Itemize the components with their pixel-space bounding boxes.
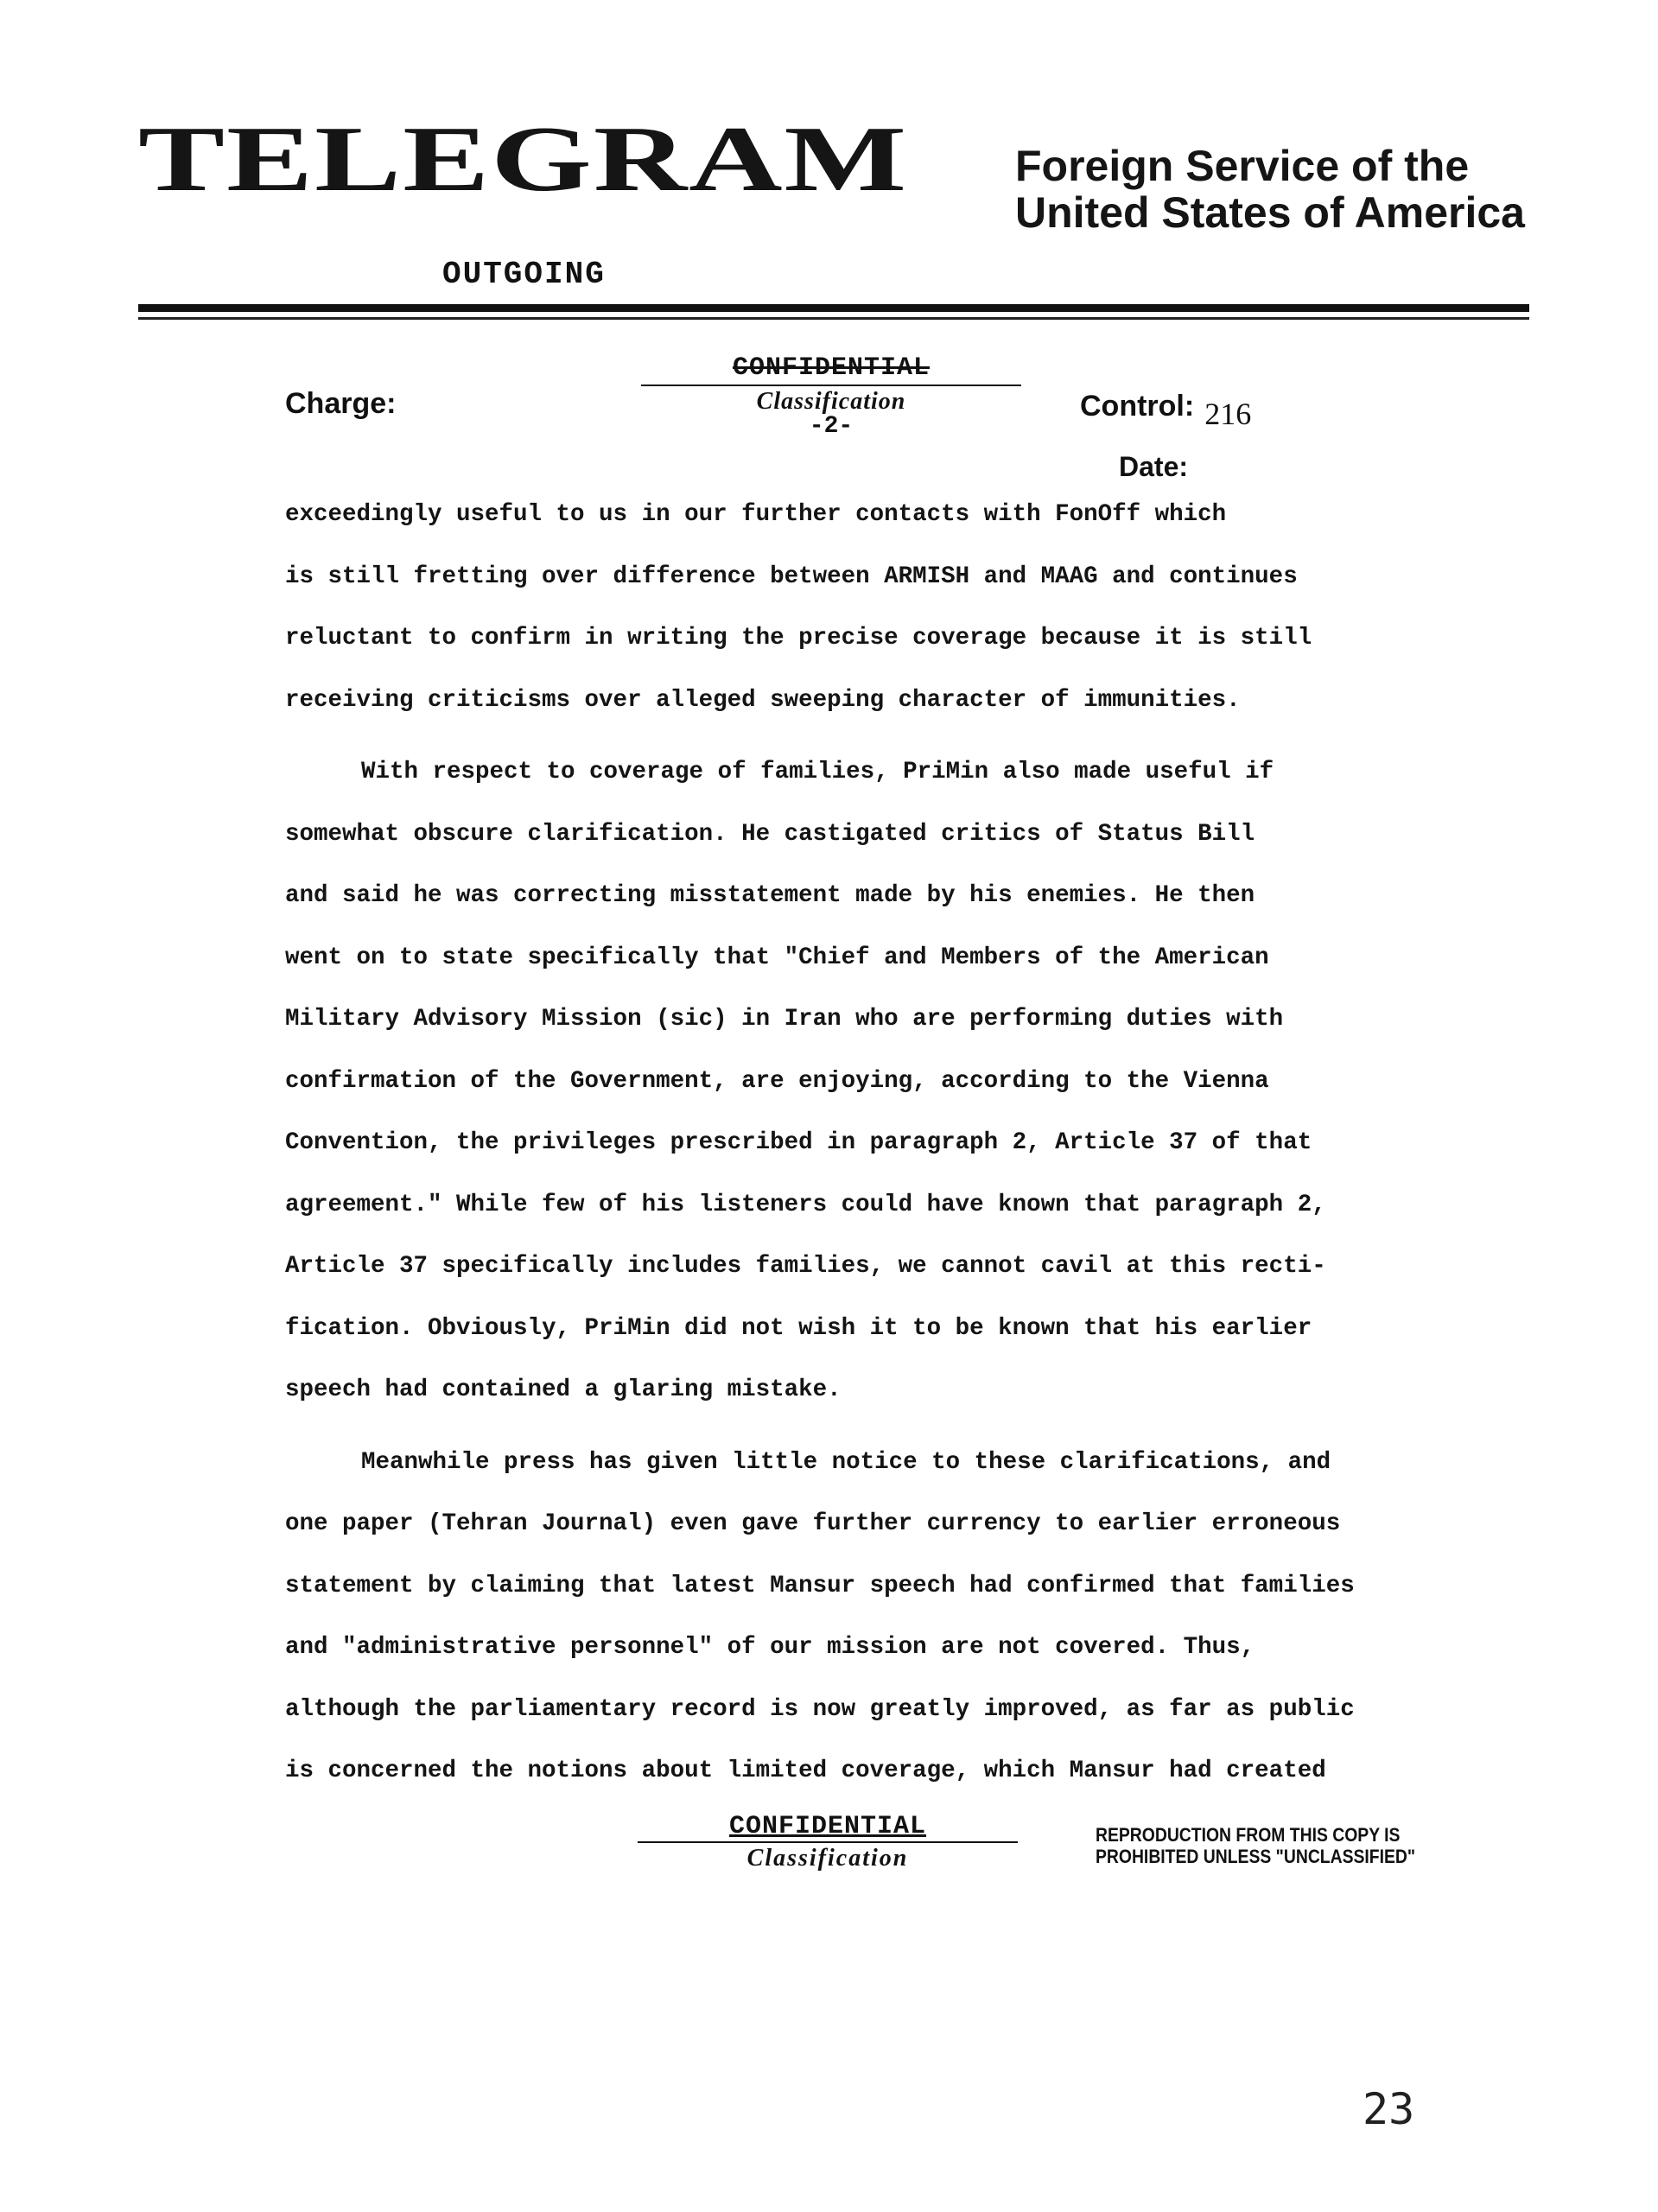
body-line: and said he was correcting misstatement made by his enemies. He then [285, 882, 1255, 909]
telegram-masthead: TELEGRAM [138, 107, 909, 211]
header-rule-thin [138, 317, 1529, 320]
charge-label: Charge: [285, 387, 397, 420]
body-line: somewhat obscure clarification. He castigated critics of Status Bill [285, 820, 1255, 848]
body-line: is still fretting over difference between ARMISH and MAAG and continues [285, 563, 1298, 590]
classification-line [641, 385, 1021, 386]
body-line: went on to state specifically that "Chief and Members of the American [285, 944, 1269, 971]
control-value: 216 [1204, 397, 1252, 431]
body-line: confirmation of the Government, are enjoying, according to the Vienna [285, 1067, 1269, 1095]
footer-classification-stamp: CONFIDENTIAL [728, 1812, 927, 1841]
paragraph-gap [285, 1421, 1460, 1432]
body-line: agreement." While few of his listeners could have known that paragraph 2, [285, 1191, 1326, 1218]
body-line: one paper (Tehran Journal) even gave further currency to earlier erroneous [285, 1510, 1341, 1537]
body-line: With respect to coverage of families, PriMin also made useful if [361, 759, 1274, 785]
body-line: statement by claiming that latest Mansur speech had confirmed that families [285, 1572, 1355, 1599]
footer-classification-line [638, 1841, 1018, 1843]
classification-header [641, 354, 1021, 441]
paragraph-gap [285, 731, 1460, 741]
footer-classification-caption: Classification [746, 1845, 909, 1872]
body-line: fication. Obviously, PriMin did not wish it to be known that his earlier [285, 1314, 1312, 1342]
date-label: Date: [1119, 451, 1189, 482]
body-line: Article 37 specifically includes families, we cannot cavil at this recti- [285, 1253, 1326, 1280]
service-line-1: Foreign Service of the [1015, 142, 1470, 190]
body-line: is concerned the notions about limited coverage, which Mansur had created [285, 1758, 1326, 1784]
body-line: reluctant to confirm in writing the precise coverage because it is still [285, 625, 1312, 652]
repro-line-1: REPRODUCTION FROM THIS COPY IS [1096, 1824, 1401, 1846]
body-line: and "administrative personnel" of our mission are not covered. Thus, [285, 1634, 1255, 1661]
body-line: exceedingly useful to us in our further contacts with FonOff which [285, 501, 1227, 528]
classification-caption: Classification [756, 388, 906, 415]
body-line: Convention, the privileges prescribed in paragraph 2, Article 37 of that [285, 1129, 1312, 1156]
foreign-service-heading [1015, 143, 1525, 236]
page-marker: -2- [809, 413, 854, 440]
telegram-body [285, 484, 1460, 1802]
body-line: Military Advisory Mission (sic) in Iran who are performing duties with [285, 1006, 1284, 1033]
header-rule-thick [138, 304, 1529, 312]
page-number: 23 [1363, 2084, 1415, 2134]
reproduction-notice [1096, 1825, 1415, 1867]
body-line: receiving criticisms over alleged sweeping character of immunities. [285, 686, 1241, 714]
classification-stamp: CONFIDENTIAL [732, 353, 931, 383]
service-line-2: United States of America [1015, 188, 1525, 237]
classification-footer [638, 1813, 1018, 1871]
control-label: Control: [1080, 390, 1195, 423]
body-line: Meanwhile press has given little notice to these clarifications, and [361, 1448, 1331, 1476]
body-line: speech had contained a glaring mistake. [285, 1376, 842, 1403]
control-field [1080, 387, 1252, 431]
outgoing-label: OUTGOING [442, 257, 606, 292]
repro-line-2: PROHIBITED UNLESS "UNCLASSIFIED" [1096, 1845, 1416, 1867]
body-line: although the parliamentary record is now greatly improved, as far as public [285, 1695, 1355, 1723]
